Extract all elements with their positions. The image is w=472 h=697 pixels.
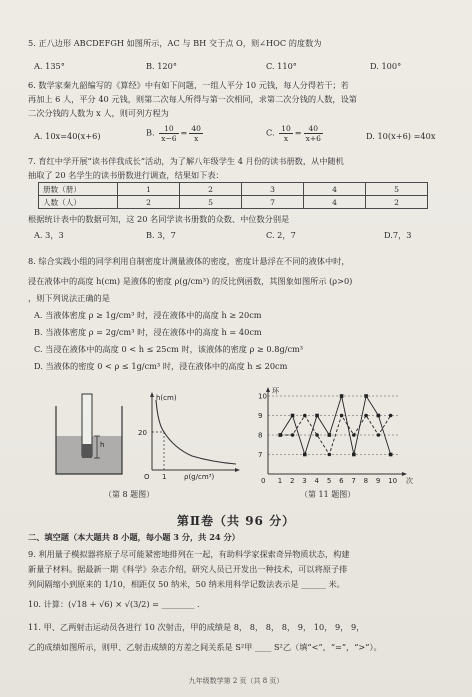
y-tick-20: 20: [138, 429, 147, 437]
q5-option-a: A. 135°: [34, 61, 65, 71]
tube-h-label: h: [100, 441, 105, 449]
q7-table: [38, 182, 428, 209]
x-arrow-icon: [235, 468, 240, 472]
x-tick-label: 5: [326, 477, 332, 485]
numerator: 10: [159, 124, 178, 134]
denominator: x+6: [305, 134, 321, 143]
q8-option-b: B. 当液体密度 ρ = 2g/cm³ 时，浸在液体中的高度 h = 40cm: [34, 327, 262, 337]
q10-text: 10. 计算：(√18 + √6) × √(3/2) = ________ .: [28, 599, 200, 609]
q7-option-a: A. 3，3: [34, 230, 64, 240]
q11-line2: 乙的成绩如图所示，则甲、乙射击成绩的方差之间关系是 S²甲 ____ S²乙（填“<”，“=”，“>”）。: [28, 642, 382, 652]
data-point: [278, 433, 282, 437]
y-arrow-icon: [266, 387, 270, 392]
rho-axis-label: ρ(g/cm³): [184, 473, 215, 481]
q5-stem: 5. 正八边形 ABCDEFGH 如图所示，AC 与 BH 交于点 O，则∠HOC 的度数为: [28, 38, 322, 48]
data-point: [315, 433, 319, 437]
q9-line3: 列间隔缩小到原来的 1/10，相距仅 50 纳米，50 纳米用科学记数法表示是 ______ 米。: [28, 579, 345, 589]
x-tick-label: 7: [351, 477, 356, 485]
q7-line3: 根据统计表中的数据可知，这 20 名同学读书册数的众数、中位数分别是: [28, 214, 290, 224]
q7-option-c: C. 2，7: [266, 230, 296, 240]
table-cell: 5: [180, 196, 242, 209]
y-tick-label: 7: [258, 451, 263, 459]
q6-c-label: C.: [266, 127, 275, 138]
q7-line1: 7. 育红中学开展“读书伴我成长”活动，为了解八年级学生 4 月份的读书册数，从中随机: [28, 156, 344, 166]
q6-line1: 6. 数学家秦九韶编写的《算经》中有如下问题，一组人平分 10 元钱，每人分得若干；若: [28, 80, 349, 90]
y-tick-label: 9: [258, 412, 263, 420]
y-tick-label: 10: [258, 392, 267, 401]
table-cell: 2: [118, 196, 180, 209]
q8-option-d: D. 当液体的密度 0 < ρ ≤ 1g/cm³ 时，浸在液体中的高度 h ≤ 20cm: [34, 361, 288, 371]
q6-option-a: A. 10x=40(x+6): [34, 131, 101, 141]
q6-line3: 二次分钱的人数为 x 人，则可列方程为: [28, 108, 169, 118]
denominator: x: [283, 134, 289, 143]
data-point: [328, 433, 332, 437]
data-point: [328, 453, 332, 457]
hydrometer-icon: [82, 394, 100, 458]
q6-c-frac-right: [304, 124, 323, 143]
data-point: [340, 394, 344, 398]
x-tick-label: 10: [388, 477, 398, 485]
q8-line3: ，则下列说法正确的是: [28, 293, 110, 303]
x-tick-label: 4: [314, 477, 320, 485]
page-footer: 九年级数学第 2 页（共 8 页）: [188, 677, 284, 685]
y-axis-label: 环: [272, 387, 279, 395]
x-tick-label: 8: [363, 477, 369, 485]
table-row: [39, 196, 428, 209]
q7-line2: 抽取了 20 名学生的读书册数进行调查，结果如下表：: [28, 170, 224, 180]
h-axis-label: h(cm): [156, 394, 177, 402]
x-tick-label: 6: [339, 477, 344, 485]
q6-option-d: D. 10(x+6) =40x: [366, 131, 436, 141]
data-point: [291, 414, 295, 418]
part2-heading: 二、填空题（本大题共 8 小题，每小题 3 分，共 24 分）: [28, 532, 240, 542]
table-header-books: 册数（册）: [39, 183, 118, 196]
data-point: [291, 433, 295, 437]
q6-b-frac-left: [159, 124, 178, 143]
x-tick-label: 2: [290, 477, 295, 485]
table-cell: 4: [304, 183, 366, 196]
x-tick-label: 9: [375, 477, 381, 485]
origin-label: O: [144, 473, 150, 481]
q7-option-b: B. 3，7: [146, 230, 176, 240]
x-tick-label: 1: [277, 477, 283, 485]
q7-option-d: D.7，3: [384, 230, 412, 240]
figure-8-caption: （第 8 题图）: [104, 490, 155, 499]
q5-option-b: B. 120°: [146, 61, 177, 71]
figure-11-caption: （第 11 题图）: [300, 490, 356, 499]
series-line: [280, 396, 390, 455]
data-point: [303, 453, 307, 457]
numerator: 10: [281, 124, 291, 133]
table-row: [39, 183, 428, 196]
data-point: [364, 414, 368, 418]
numerator: 40: [191, 124, 201, 133]
data-point: [340, 414, 344, 418]
data-point: [377, 414, 381, 418]
data-point: [377, 433, 381, 437]
q9-line2: 新量子材料。据最新一期《科学》杂志介绍，研究人员已开发出一种技术，可以将原子排: [28, 564, 348, 574]
table-cell: 7: [242, 196, 304, 209]
q5-option-d: D. 100°: [370, 61, 402, 71]
density-graph: [150, 392, 240, 472]
table-cell: 2: [366, 196, 428, 209]
q6-option-c: C. $\frac{10}{x}$ = $\frac{40}{x+6}$: [266, 124, 321, 143]
x-axis-label: 次: [406, 477, 413, 485]
x-arrow-icon: [402, 472, 407, 476]
data-point: [352, 453, 356, 457]
data-point: [315, 414, 319, 418]
y-arrow-icon: [150, 392, 154, 397]
q6-line2: 再加上 6 人，平分 40 元钱，则第二次每人所得与第一次相同，求第二次分钱的人数，设第: [28, 94, 357, 104]
q8-option-a: A. 当液体密度 ρ ≥ 1g/cm³ 时，浸在液体中的高度 h ≥ 20cm: [34, 310, 262, 320]
q8-line2: 浸在液体中的高度 h(cm) 是液体的密度 ρ(g/cm³) 的反比例函数，其图象如图所示 (ρ>0): [28, 276, 353, 286]
q8-line1: 8. 综合实践小组的同学利用自制密度计测量液体的密度，密度计悬浮在不同的液体中时，: [28, 256, 350, 266]
q8-option-c: C. 当浸在液体中的高度 0 < h ≤ 25cm 时，该液体的密度 ρ ≥ 0.8g/cm³: [34, 344, 304, 354]
data-point: [303, 414, 307, 418]
data-point: [364, 394, 368, 398]
q6-c-frac-left: [279, 124, 293, 143]
q6-option-b: B. $\frac{10}{x-6}$ = $\frac{40}{x}$: [146, 124, 201, 143]
q6-b-label: B.: [146, 127, 155, 138]
data-point: [389, 414, 393, 418]
q6-b-frac-right: [189, 124, 203, 143]
section-title: 第Ⅱ卷（共 96 分）: [176, 514, 296, 528]
x-tick-label: 3: [302, 477, 307, 485]
table-header-people: 人数（人）: [39, 196, 118, 209]
data-point: [389, 453, 393, 457]
q5-option-c: C. 110°: [266, 61, 297, 71]
table-cell: 4: [304, 196, 366, 209]
table-cell: 1: [118, 183, 180, 196]
numerator: 40: [304, 124, 323, 134]
figure-8: [52, 388, 242, 482]
q11-line1: 11. 甲、乙两射击运动员各进行 10 次射击，甲的成绩是 8， 8， 8， 8， 9， 10， 9， 9，: [28, 622, 365, 632]
denominator: x: [194, 134, 199, 143]
origin-label: 0: [261, 477, 266, 485]
q9-line1: 9. 利用量子模拟器将原子尽可能紧密地排列在一起，有助科学家探索奇异物质状态，构建: [28, 549, 350, 559]
figure-11-chart: [250, 384, 413, 488]
y-tick-label: 8: [258, 431, 263, 440]
table-cell: 2: [180, 183, 242, 196]
data-point: [352, 433, 356, 437]
table-cell: 5: [366, 183, 428, 196]
table-cell: 3: [242, 183, 304, 196]
denominator: x−6: [161, 134, 177, 143]
x-tick-1: 1: [162, 473, 167, 481]
